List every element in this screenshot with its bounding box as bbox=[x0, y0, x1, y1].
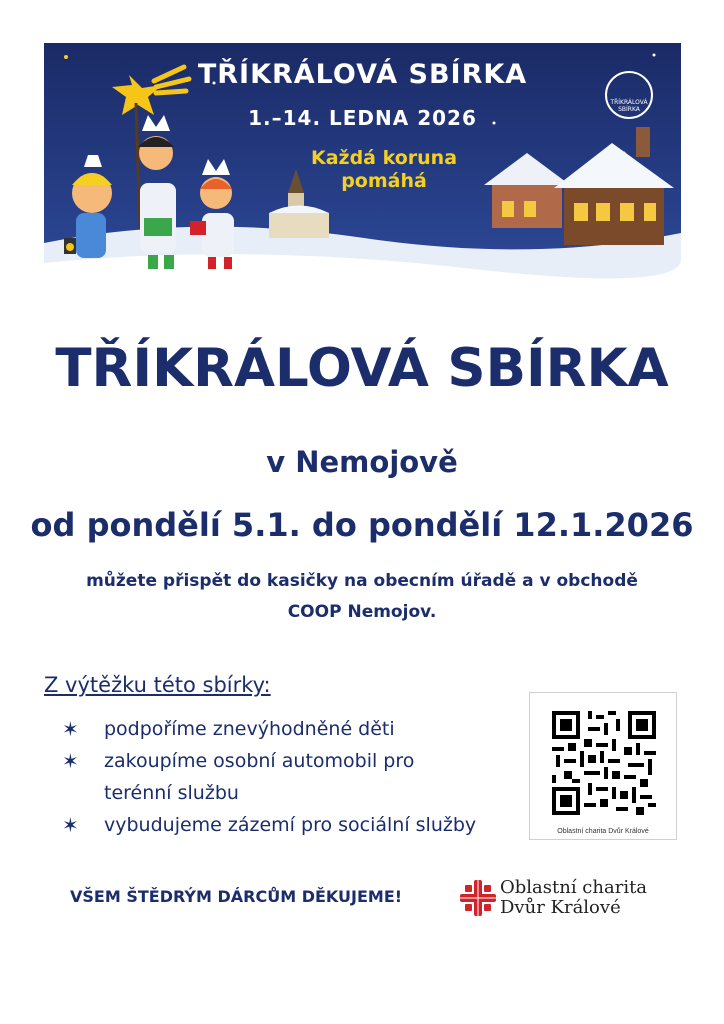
banner-title: TŘÍKRÁLOVÁ SBÍRKA bbox=[197, 59, 528, 90]
poster-title: TŘÍKRÁLOVÁ SBÍRKA bbox=[55, 338, 669, 399]
list-item bbox=[62, 809, 482, 841]
thanks-text: VŠEM ŠTĚDRÝM DÁRCŮM DĚKUJEME! bbox=[70, 887, 403, 906]
poster-info bbox=[60, 566, 664, 628]
qr-caption: Oblastní charita Dvůr Králové bbox=[557, 828, 649, 835]
banner-dates: 1.–14. LEDNA 2026 bbox=[248, 106, 477, 130]
purpose-heading: Z výtěžku této sbírky: bbox=[44, 673, 271, 697]
list-item bbox=[62, 713, 482, 745]
banner-slogan-line2: pomáhá bbox=[341, 170, 427, 192]
qr-code-icon bbox=[552, 711, 656, 815]
charity-name-line2: Dvůr Králové bbox=[500, 897, 621, 918]
list-item-text: zakoupíme osobní automobil pro bbox=[104, 750, 415, 772]
list-item-text: podpoříme znevýhodněné děti bbox=[104, 718, 395, 740]
star-bullet-icon: ✶ bbox=[62, 717, 79, 741]
banner-slogan bbox=[289, 147, 479, 193]
poster-dates: od pondělí 5.1. do pondělí 12.1.2026 bbox=[30, 506, 694, 544]
list-item bbox=[62, 745, 482, 777]
qr-code-box[interactable] bbox=[529, 692, 677, 840]
star-bullet-icon: ✶ bbox=[62, 813, 79, 837]
purpose-list bbox=[62, 713, 482, 841]
info-line-1: můžete přispět do kasičky na obecním úřadě a v obchodě bbox=[86, 571, 638, 591]
header-banner bbox=[44, 43, 681, 286]
charity-cross-icon bbox=[458, 878, 498, 918]
info-line-2: COOP Nemojov. bbox=[287, 602, 437, 622]
list-item-text: vybudujeme zázemí pro sociální služby bbox=[104, 814, 477, 836]
star-bullet-icon: ✶ bbox=[62, 749, 79, 773]
banner-slogan-line1: Každá koruna bbox=[310, 147, 458, 169]
campaign-seal-logo: TŘÍKRÁLOVÁ SBÍRKA bbox=[605, 71, 653, 119]
list-item-text: terénní službu bbox=[104, 782, 239, 804]
poster-place: v Nemojově bbox=[266, 445, 458, 479]
charity-name-line1: Oblastní charita bbox=[500, 877, 648, 898]
charity-name bbox=[500, 878, 647, 918]
list-item-continuation bbox=[62, 777, 482, 809]
